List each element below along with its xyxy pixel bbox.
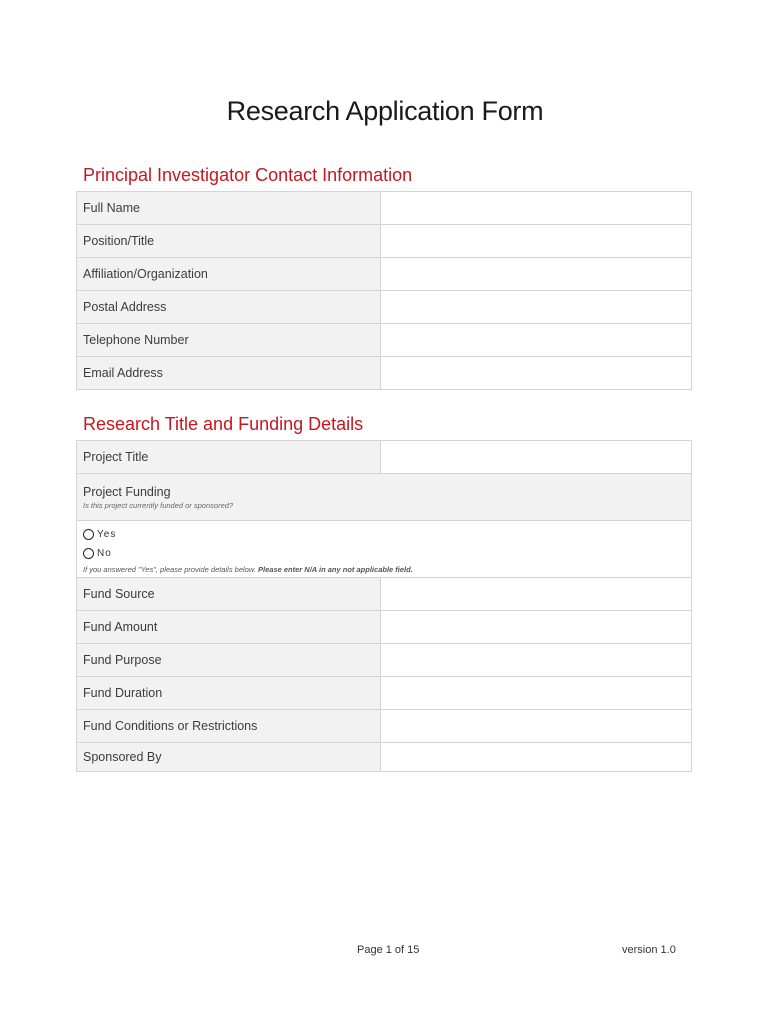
radio-circle-icon[interactable] [83,548,94,559]
field-label-fund-source: Fund Source [77,578,381,611]
contact-info-table [76,191,692,390]
fund-source-input[interactable] [381,578,692,611]
version-label: version 1.0 [622,944,676,956]
section-heading-contact: Principal Investigator Contact Information [83,165,413,185]
field-label-fund-amount: Fund Amount [77,611,381,644]
fund-amount-input[interactable] [381,611,692,644]
fund-purpose-input[interactable] [381,644,692,677]
full-name-input[interactable] [381,192,692,225]
table-row [77,291,692,324]
table-row [77,644,692,677]
fund-duration-input[interactable] [381,677,692,710]
position-input[interactable] [381,225,692,258]
project-funding-cell [77,474,692,521]
table-row [77,677,692,710]
field-label-fund-purpose: Fund Purpose [77,644,381,677]
section-heading-funding: Research Title and Funding Details [83,414,364,434]
radio-option-yes[interactable] [83,525,685,544]
sponsored-by-input[interactable] [381,743,692,772]
field-label-affiliation: Affiliation/Organization [77,258,381,291]
table-row [77,441,692,474]
postal-address-input[interactable] [381,291,692,324]
table-row [77,225,692,258]
fund-conditions-input[interactable] [381,710,692,743]
table-row [77,743,692,772]
radio-label-yes: Yes [97,528,117,540]
form-title: Research Application Form [226,96,544,126]
funding-hint: Is this project currently funded or sponsored? [83,500,234,510]
table-row [77,611,692,644]
field-label-email: Email Address [77,357,381,390]
field-label-position: Position/Title [77,225,381,258]
field-label-sponsored-by: Sponsored By [77,743,381,772]
table-row [77,521,692,578]
telephone-input[interactable] [381,324,692,357]
project-title-input[interactable] [381,441,692,474]
page-number: Page 1 of 15 [357,944,420,956]
table-row [77,578,692,611]
field-label-full-name: Full Name [77,192,381,225]
funding-note [83,565,685,574]
radio-circle-icon[interactable] [83,529,94,540]
table-row [77,258,692,291]
field-label-telephone: Telephone Number [77,324,381,357]
field-label-fund-conditions: Fund Conditions or Restrictions [77,710,381,743]
field-label-fund-duration: Fund Duration [77,677,381,710]
funding-note-emphasis: Please enter N/A in any not applicable field. [258,564,413,574]
affiliation-input[interactable] [381,258,692,291]
field-label-project-title: Project Title [77,441,381,474]
funding-details-table [76,440,692,772]
table-row [77,192,692,225]
table-row [77,324,692,357]
funding-note-text: If you answered "Yes", please provide details below. [83,564,259,574]
radio-label-no: No [97,547,112,559]
radio-option-no[interactable] [83,544,685,563]
email-input[interactable] [381,357,692,390]
table-row [77,474,692,521]
table-row [77,357,692,390]
field-label-project-funding: Project Funding [83,484,171,499]
table-row [77,710,692,743]
field-label-postal-address: Postal Address [77,291,381,324]
funding-options-cell [77,521,692,578]
